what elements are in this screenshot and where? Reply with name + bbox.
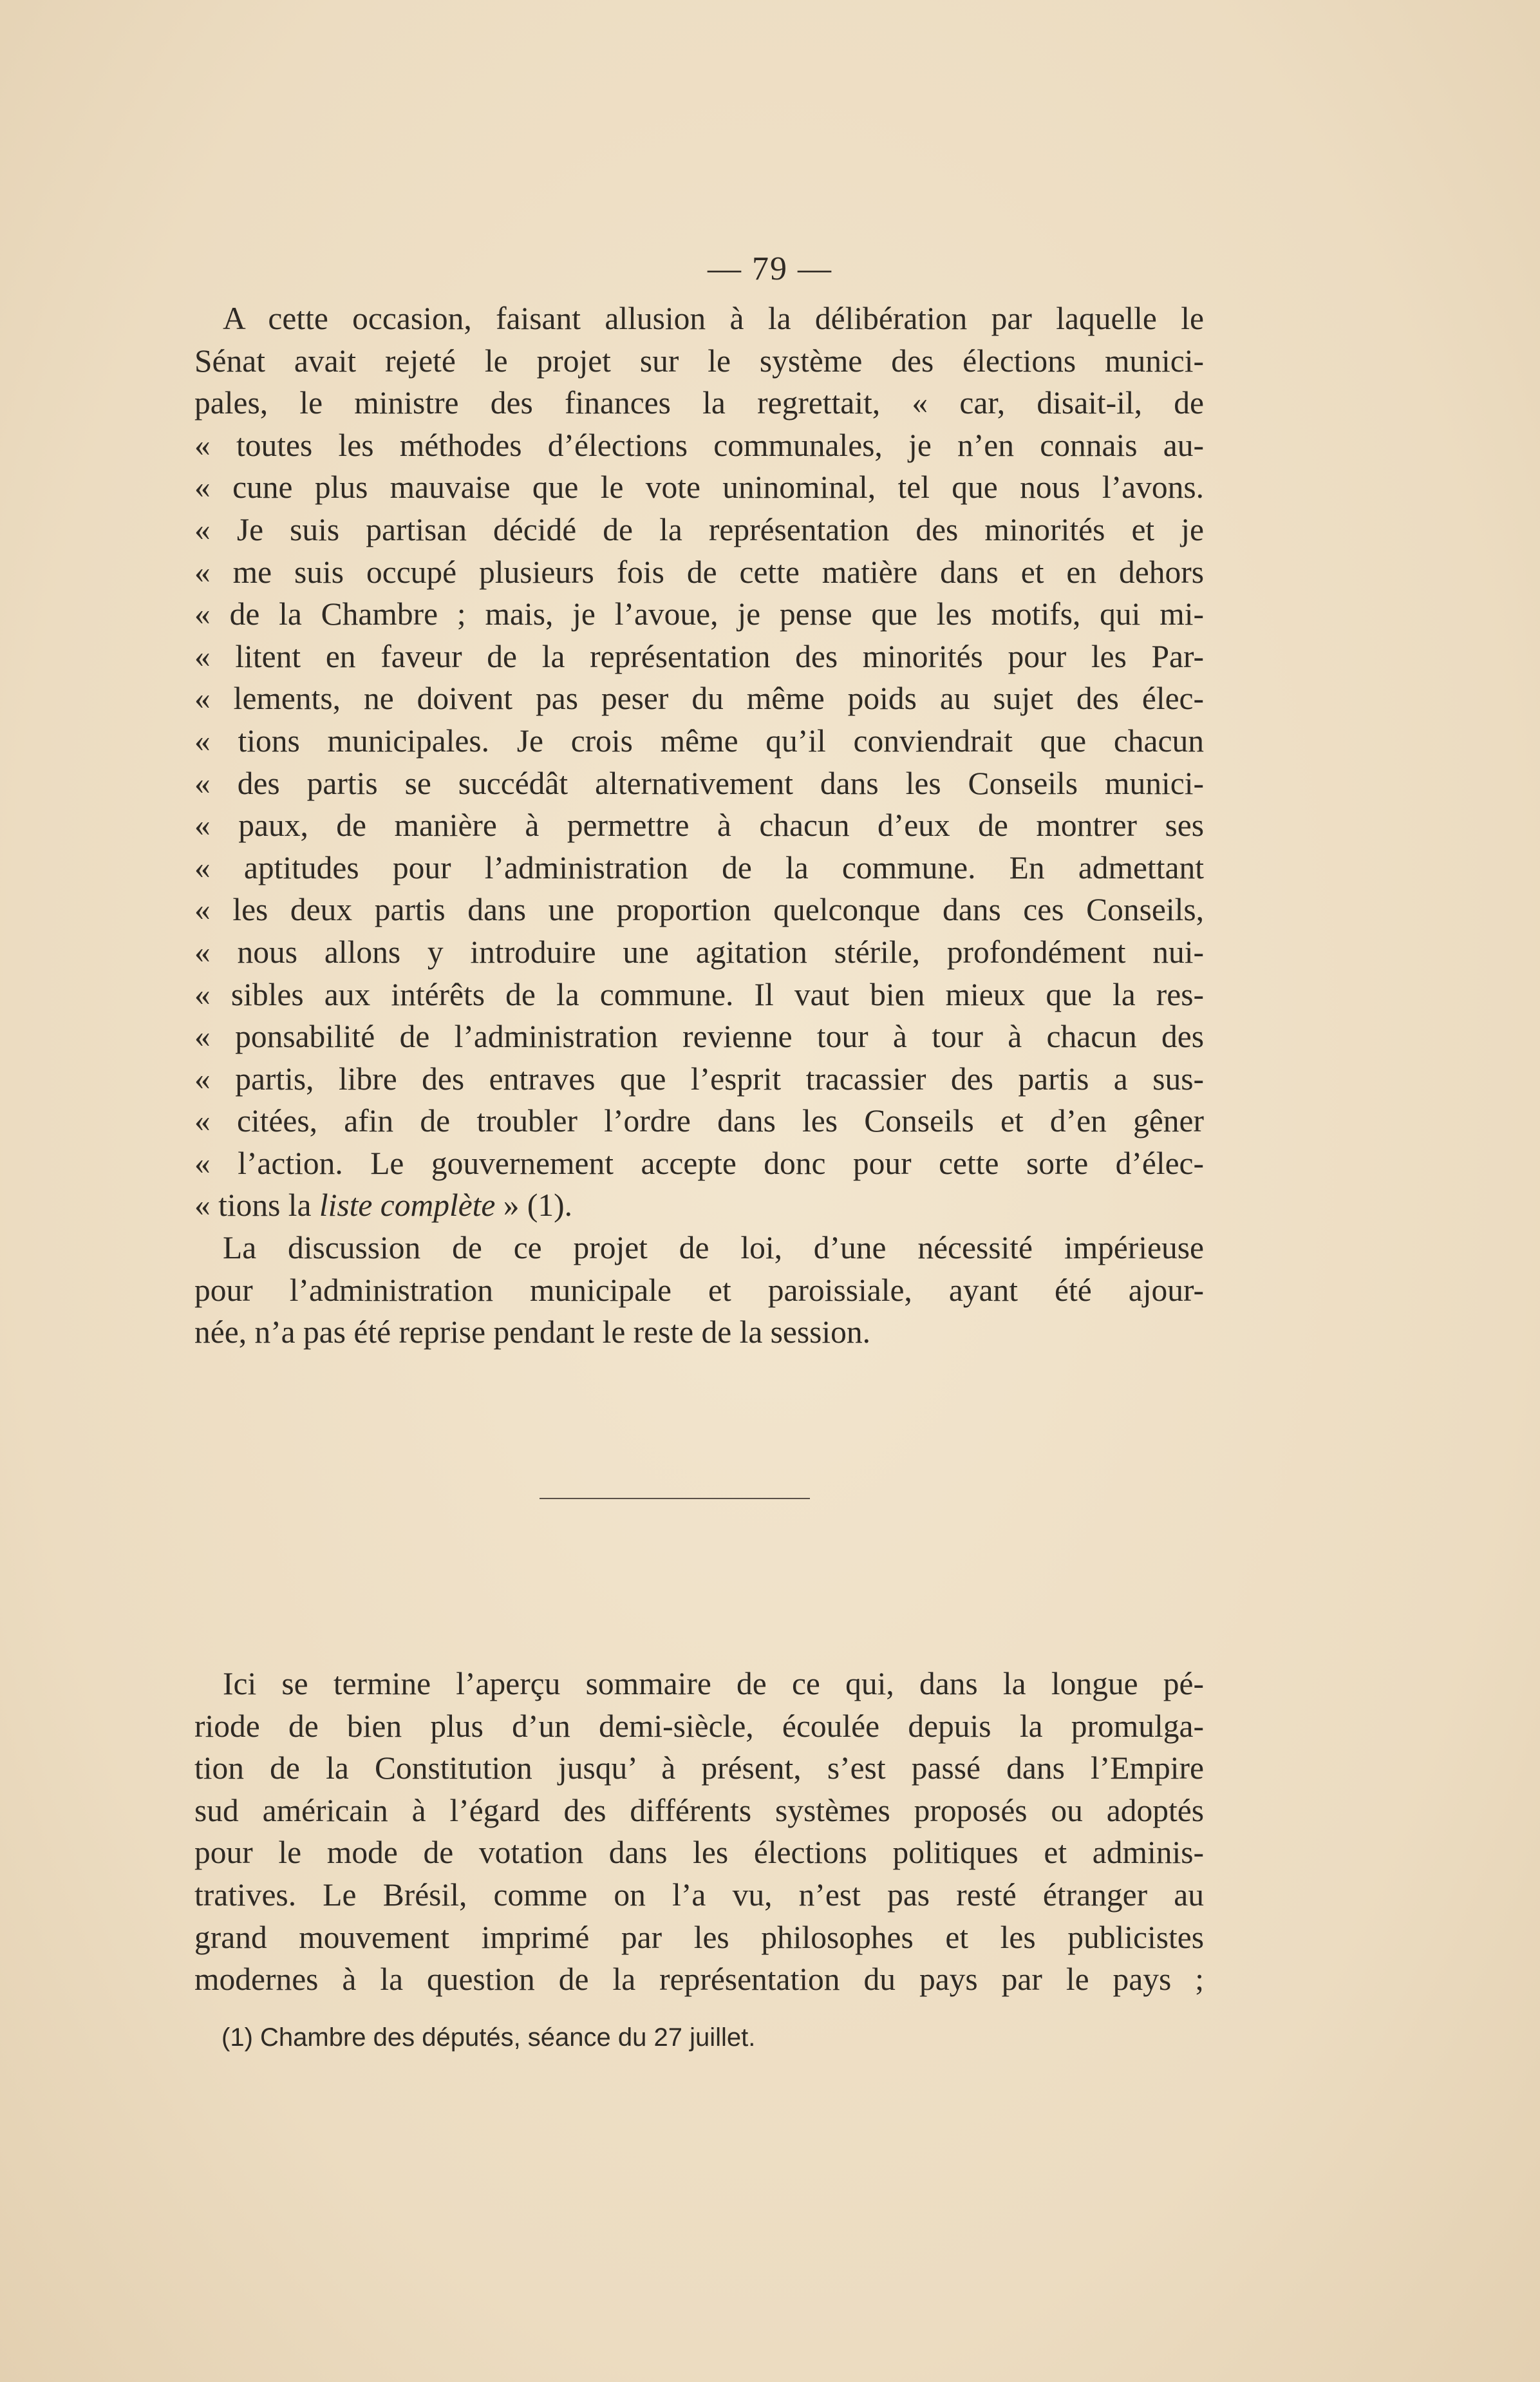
text-line: « ponsabilité de l’administration revienne tour à tour à chacun des xyxy=(194,1019,1204,1055)
text-line: née, n’a pas été reprise pendant le reste de la session. xyxy=(194,1314,871,1350)
footnote: (1) Chambre des députés, séance du 27 juillet. xyxy=(221,2023,756,2052)
italic-term: liste complète xyxy=(319,1187,496,1224)
text-line: « aptitudes pour l’administration de la commune. En admettant xyxy=(194,849,1204,885)
text-line: « les deux partis dans une proportion quelconque dans ces Conseils, xyxy=(194,892,1204,928)
text-line: « paux, de manière à permettre à chacun d’eux de montrer ses xyxy=(194,808,1204,844)
text-line: La discussion de ce projet de loi, d’une nécessité impérieuse xyxy=(223,1230,1204,1265)
text-line: « me suis occupé plusieurs fois de cette matière dans et en dehors xyxy=(194,554,1204,590)
text-line-with-italic xyxy=(194,1184,1204,1227)
text-line: « lements, ne doivent pas peser du même poids au sujet des élec- xyxy=(194,681,1204,717)
text-line: « partis, libre des entraves que l’esprit tracassier des partis a sus- xyxy=(194,1061,1204,1097)
text-line: riode de bien plus d’un demi-siècle, écoulée depuis la promulga- xyxy=(194,1708,1204,1744)
text-line: sud américain à l’égard des différents systèmes proposés ou adoptés xyxy=(194,1792,1204,1828)
text-line: « citées, afin de troubler l’ordre dans les Conseils et d’en gêner xyxy=(194,1103,1204,1139)
text-line: pales, le ministre des finances la regrettait, « car, disait-il, de xyxy=(194,385,1204,421)
text-line: grand mouvement imprimé par les philosophes et les publicistes xyxy=(194,1919,1204,1955)
text-line: modernes à la question de la représentation du pays par le pays ; xyxy=(194,1961,1204,1998)
text-line: pour le mode de votation dans les élections politiques et adminis- xyxy=(194,1835,1204,1871)
section-divider xyxy=(540,1498,810,1499)
text-line: tratives. Le Brésil, comme on l’a vu, n’est pas resté étranger au xyxy=(194,1876,1204,1913)
text-line: tion de la Constitution jusqu’ à présent, s’est passé dans l’Empire xyxy=(194,1750,1204,1786)
text-line: Sénat avait rejeté le projet sur le système des élections munici- xyxy=(194,343,1204,379)
footnote-ref: » (1). xyxy=(495,1187,572,1224)
text-line: « l’action. Le gouvernement accepte donc pour cette sorte d’élec- xyxy=(194,1145,1204,1181)
text-line: « tions municipales. Je crois même qu’il conviendrait que chacun xyxy=(194,723,1204,759)
text-line: « sibles aux intérêts de la commune. Il vaut bien mieux que la res- xyxy=(194,976,1204,1012)
text-line: « des partis se succédât alternativement dans les Conseils munici- xyxy=(194,765,1204,801)
paragraph-2 xyxy=(194,1227,1204,1354)
text-line: A cette occasion, faisant allusion à la délibération par laquelle le xyxy=(223,301,1204,336)
text-line: « cune plus mauvaise que le vote uninominal, tel que nous l’avons. xyxy=(194,469,1204,506)
text-line: « litent en faveur de la représentation des minorités pour les Par- xyxy=(194,638,1204,674)
text-line: « Je suis partisan décidé de la représentation des minorités et je xyxy=(194,511,1204,547)
text-line: « nous allons y introduire une agitation stérile, profondément nui- xyxy=(194,934,1204,970)
text-line: « toutes les méthodes d’élections communales, je n’en connais au- xyxy=(194,427,1204,463)
page-number: — 79 — xyxy=(708,250,832,287)
text-line: « de la Chambre ; mais, je l’avoue, je pense que les motifs, qui mi- xyxy=(194,596,1204,632)
text-line: Ici se termine l’aperçu sommaire de ce qui, dans la longue pé- xyxy=(223,1666,1204,1701)
text-fragment: « tions la xyxy=(194,1187,319,1224)
paragraph-3 xyxy=(194,1663,1204,2001)
text-line: pour l’administration municipale et paroissiale, ayant été ajour- xyxy=(194,1272,1204,1308)
paragraph-1 xyxy=(194,298,1204,1227)
